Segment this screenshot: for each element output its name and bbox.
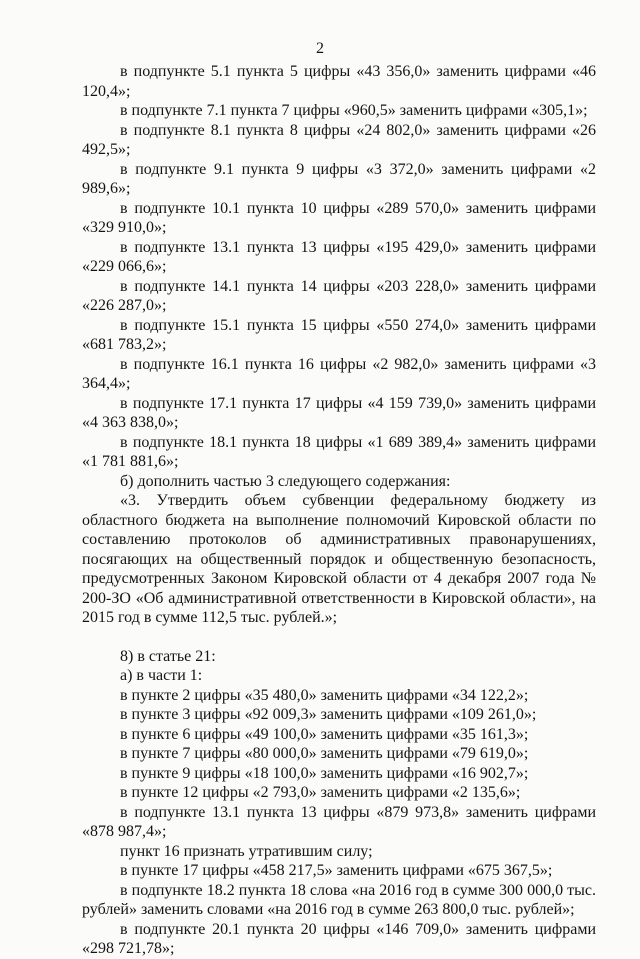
- paragraph: пункт 16 признать утратившим силу;: [120, 842, 373, 860]
- paragraph: в подпункте 17.1 пункта 17 цифры «4 159 739,0» заменить цифрами «4 363 838,0»;: [82, 394, 596, 431]
- paragraph: в подпункте 16.1 пункта 16 цифры «2 982,0» заменить цифрами «3 364,4»;: [82, 355, 596, 392]
- paragraph: в пункте 9 цифры «18 100,0» заменить цифрами «16 902,7»;: [120, 764, 529, 782]
- paragraph: в пункте 7 цифры «80 000,0» заменить цифрами «79 619,0»;: [120, 745, 529, 762]
- paragraph: в подпункте 18.1 пункта 18 цифры «1 689 389,4» заменить цифрами «1 781 881,6»;: [82, 433, 596, 470]
- paragraph: в подпункте 13.1 пункта 13 цифры «195 429,0» заменить цифрами «229 066,6»;: [82, 238, 596, 275]
- paragraph: «3. Утвердить объем субвенции федеральному бюджету из областного бюджета на выполнение полномочий Кировской области по составлению протоколов об административных правонарушениях, посягающих на общественный порядок и общественную безопасность, предусмотренных Законом Кировской области от 4 декабря 2007 года № 200-ЗО «Об административной ответственности в Кировской области», на 2015 год в сумме 112,5 тыс. рублей.»;: [82, 492, 596, 626]
- paragraph: в пункте 3 цифры «92 009,3» заменить цифрами «109 261,0»;: [120, 706, 537, 723]
- paragraph: в подпункте 7.1 пункта 7 цифры «960,5» заменить цифрами «305,1»;: [120, 102, 588, 119]
- paragraph: в подпункте 5.1 пункта 5 цифры «43 356,0» заменить цифрами «46 120,4»;: [82, 63, 596, 100]
- paragraph: в подпункте 13.1 пункта 13 цифры «879 973,8» заменить цифрами «878 987,4»;: [82, 803, 596, 840]
- paragraph: б) дополнить частью 3 следующего содержания:: [120, 472, 451, 490]
- paragraph: в подпункте 8.1 пункта 8 цифры «24 802,0» заменить цифрами «26 492,5»;: [82, 121, 596, 158]
- paragraph: в подпункте 20.1 пункта 20 цифры «146 709,0» заменить цифрами «298 721,78»;: [82, 920, 596, 957]
- paragraph: а) в части 1:: [120, 667, 203, 684]
- paragraph: в подпункте 10.1 пункта 10 цифры «289 570,0» заменить цифрами «329 910,0»;: [82, 199, 596, 236]
- paragraph: в пункте 2 цифры «35 480,0» заменить цифрами «34 122,2»;: [120, 686, 529, 704]
- paragraph: в подпункте 18.2 пункта 18 слова «на 2016 год в сумме 300 000,0 тыс. рублей» заменить словами «на 2016 год в сумме 263 800,0 тыс. рублей»;: [82, 881, 596, 918]
- paragraph: в пункте 6 цифры «49 100,0» заменить цифрами «35 161,3»;: [120, 725, 529, 743]
- paragraph: в подпункте 15.1 пункта 15 цифры «550 274,0» заменить цифрами «681 783,2»;: [82, 316, 596, 353]
- paragraph: в подпункте 14.1 пункта 14 цифры «203 228,0» заменить цифрами «226 287,0»;: [82, 277, 596, 314]
- paragraph: 8) в статье 21:: [120, 647, 216, 665]
- paragraph: в пункте 17 цифры «458 217,5» заменить цифрами «675 367,5»;: [120, 862, 553, 879]
- page-number: 2: [316, 40, 324, 57]
- document-body: [82, 62, 596, 959]
- paragraph: в пункте 12 цифры «2 793,0» заменить цифрами «2 135,6»;: [120, 784, 521, 801]
- paragraph: в подпункте 9.1 пункта 9 цифры «3 372,0» заменить цифрами «2 989,6»;: [82, 160, 596, 197]
